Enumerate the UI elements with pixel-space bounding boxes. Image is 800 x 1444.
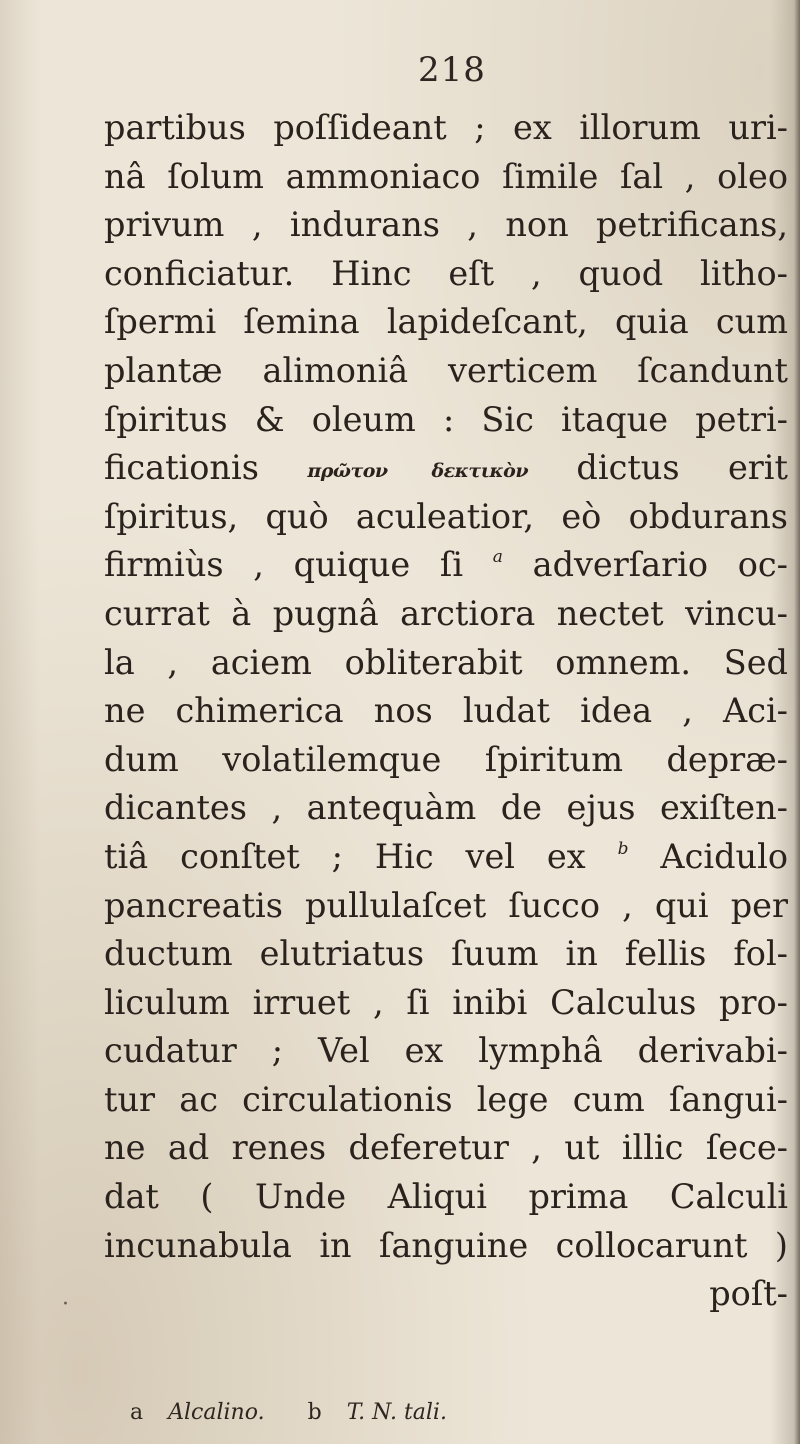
text-line: ſpiritus, quò aculeatior, eò obdurans bbox=[104, 496, 788, 536]
footnote-marker-a: a bbox=[492, 547, 503, 568]
footnote-text: Alcalino. bbox=[168, 1400, 265, 1425]
footnote-b bbox=[308, 1400, 465, 1425]
text-line: ne chimerica nos ludat idea , Aci- bbox=[104, 691, 788, 731]
text-line: liculum irruet , ſi inibi Calculus pro- bbox=[104, 982, 788, 1022]
text-segment: ficationis bbox=[104, 448, 308, 488]
text-line-with-note bbox=[104, 833, 788, 882]
text-line: cudatur ; Vel ex lymphâ derivabi- bbox=[104, 1031, 788, 1071]
body-text bbox=[104, 104, 788, 1319]
text-line: ſpermi ſemina lapideſcant, quia cum bbox=[104, 302, 788, 342]
text-segment: adverſario oc- bbox=[502, 545, 788, 585]
footnotes bbox=[130, 1400, 483, 1425]
page-number: 218 bbox=[418, 50, 486, 90]
catchword: poſt- bbox=[709, 1274, 788, 1314]
text-line: plantæ alimoniâ verticem ſcandunt bbox=[104, 350, 788, 390]
footnote-text: T. N. tali. bbox=[346, 1400, 447, 1425]
text-line: privum , indurans , non petrificans, bbox=[104, 205, 788, 245]
text-line: nâ ſolum ammoniaco ſimile ſal , oleo bbox=[104, 156, 788, 196]
footnote-marker-b: b bbox=[617, 838, 629, 859]
text-line: dum volatilemque ſpiritum depræ- bbox=[104, 739, 788, 779]
text-line: partibus poſſideant ; ex illorum uri- bbox=[104, 108, 788, 147]
margin-dot: · bbox=[62, 1292, 69, 1317]
footnote-mark: a bbox=[130, 1400, 144, 1425]
text-segment: firmiùs , quique ſi bbox=[104, 545, 493, 585]
text-line: tur ac circulationis lege cum ſangui- bbox=[104, 1079, 788, 1119]
text-line: ductum elutriatus ſuum in fellis fol- bbox=[104, 934, 788, 974]
text-line: ne ad renes deferetur , ut illic ſece- bbox=[104, 1128, 788, 1168]
page-edge-shadow bbox=[794, 0, 800, 1444]
footnote-a bbox=[130, 1400, 283, 1425]
text-line-with-note bbox=[104, 541, 788, 590]
footnote-mark: b bbox=[307, 1400, 322, 1425]
text-line: incunabula in ſanguine collocarunt ) bbox=[104, 1225, 788, 1265]
text-segment: Acidulo bbox=[628, 836, 788, 876]
text-line-with-greek bbox=[104, 444, 788, 493]
greek-phrase: πρῶτον δεκτικὸν bbox=[307, 460, 528, 483]
text-segment: dictus erit bbox=[528, 448, 788, 488]
text-segment: tiâ conſtet ; Hic vel ex bbox=[104, 836, 618, 876]
text-line: dicantes , antequàm de ejus exiſten- bbox=[104, 788, 788, 828]
text-line: currat à pugnâ arctiora nectet vincu- bbox=[104, 593, 788, 633]
text-line: dat ( Unde Aliqui prima Calculi bbox=[104, 1177, 788, 1217]
text-line: pancreatis pullulaſcet ſucco , qui per bbox=[104, 885, 788, 925]
text-line: la , aciem obliterabit omnem. Sed bbox=[104, 642, 788, 682]
text-line: conficiatur. Hinc eſt , quod litho- bbox=[104, 253, 788, 293]
text-line: ſpiritus & oleum : Sic itaque petri- bbox=[104, 399, 788, 439]
